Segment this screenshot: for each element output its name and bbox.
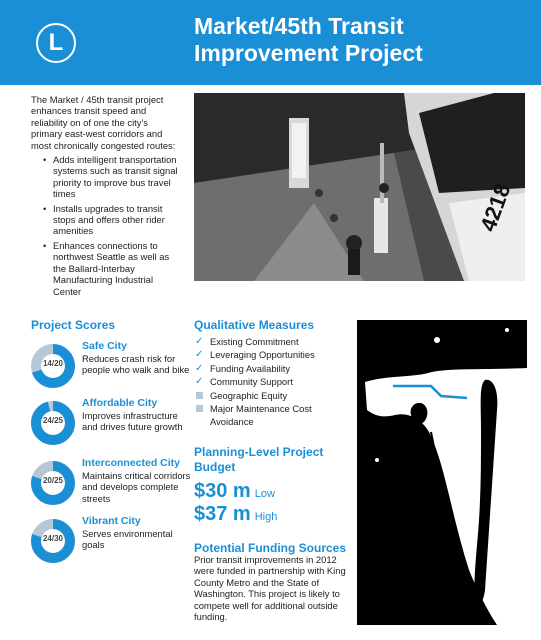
- score-description: Serves environmental goals: [82, 528, 173, 551]
- square-icon: [196, 405, 203, 412]
- intro-paragraph: The Market / 45th transit project enhances transit speed and reliability on of one the city's primary east-west corridors and most chronically congested routes:: [31, 94, 176, 151]
- intro-bullets: [31, 154, 181, 297]
- score-item-vibrant-city: [31, 515, 181, 570]
- budget-high: [194, 503, 277, 526]
- score-description: Maintains critical corridors and develops complete streets: [82, 470, 191, 504]
- qualitative-label: Major Maintenance Cost Avoidance: [210, 403, 312, 428]
- score-title: Vibrant City: [82, 515, 141, 527]
- score-item-affordable-city: [31, 397, 181, 452]
- funding-text: Prior transit improvements in 2012 were funded in partnership with King County Metro and the State of Washington. This project is likely to compete well for additional outside funding.: [194, 554, 346, 623]
- check-icon: ✓: [195, 362, 204, 374]
- route-badge: [36, 23, 76, 63]
- funding-heading: Potential Funding Sources: [194, 541, 347, 555]
- bullet-text: Adds intelligent transportation systems such as transit signal priority to improve bus travel times: [53, 154, 178, 200]
- intro-bullet: [31, 203, 181, 237]
- qualitative-item: [194, 402, 344, 429]
- title-line-1: Market/45th Transit: [194, 13, 404, 39]
- intro-bullet: [31, 240, 181, 297]
- qualitative-label: Geographic Equity: [210, 389, 288, 401]
- qualitative-label: Leveraging Opportunities: [210, 349, 315, 361]
- budget-low-label: Low: [254, 488, 275, 500]
- score-value: 14/20: [42, 359, 64, 368]
- qualitative-heading: Qualitative Measures: [194, 318, 315, 332]
- check-icon: ✓: [195, 376, 204, 388]
- qualitative-item: [194, 335, 344, 348]
- budget-heading-line-2: Budget: [194, 460, 236, 474]
- header-banner: [0, 0, 541, 85]
- qualitative-item: [194, 389, 344, 402]
- score-value: 24/30: [42, 534, 64, 543]
- budget-low-amount: $30 m: [194, 480, 251, 502]
- budget-high-amount: $37 m: [194, 503, 251, 525]
- route-map: [357, 320, 527, 625]
- qualitative-label: Funding Availability: [210, 362, 291, 374]
- bullet-dot-icon: •: [43, 202, 47, 214]
- title-line-2: Improvement Project: [194, 40, 423, 66]
- qualitative-item: [194, 362, 344, 375]
- score-title: Affordable City: [82, 397, 158, 409]
- budget-high-label: High: [254, 511, 278, 523]
- score-value: 24/25: [42, 416, 64, 425]
- score-description: Reduces crash risk for people who walk and bike: [82, 353, 190, 376]
- page-title: [194, 13, 524, 67]
- check-icon: ✓: [195, 336, 204, 347]
- score-description: Improves infrastructure and drives future growth: [82, 410, 183, 433]
- score-item-interconnected-city: [31, 457, 191, 512]
- score-title: Safe City: [82, 340, 127, 352]
- score-value: 20/25: [42, 476, 64, 485]
- qualitative-list: [194, 335, 344, 429]
- score-title: Interconnected City: [82, 457, 181, 469]
- bullet-dot-icon: •: [43, 154, 47, 166]
- bus-stop-photo: [194, 93, 525, 281]
- bullet-text: Enhances connections to northwest Seattle as well as the Ballard-Interbay Manufacturing Industrial Center: [53, 239, 170, 297]
- qualitative-label: Existing Commitment: [210, 336, 299, 347]
- seattle-map-illustration: [357, 320, 527, 625]
- intro-bullet: [31, 154, 181, 200]
- route-letter: L: [48, 29, 64, 56]
- intro-section: [31, 94, 181, 300]
- qualitative-label: Community Support: [210, 376, 293, 388]
- budget-low: [194, 480, 275, 503]
- budget-heading-line-1: Planning-Level Project: [194, 445, 324, 459]
- bullet-dot-icon: •: [43, 239, 47, 251]
- check-icon: ✓: [195, 349, 204, 361]
- qualitative-item: [194, 375, 344, 388]
- qualitative-item: [194, 348, 344, 361]
- bus-number-label: 4218: [475, 180, 516, 235]
- square-icon: [196, 392, 203, 399]
- score-item-safe-city: [31, 340, 190, 395]
- bullet-text: Installs upgrades to transit stops and offers other rider amenities: [53, 202, 165, 237]
- scores-heading: Project Scores: [31, 318, 116, 332]
- budget-heading: [194, 445, 323, 475]
- photo-illustration: [194, 93, 525, 281]
